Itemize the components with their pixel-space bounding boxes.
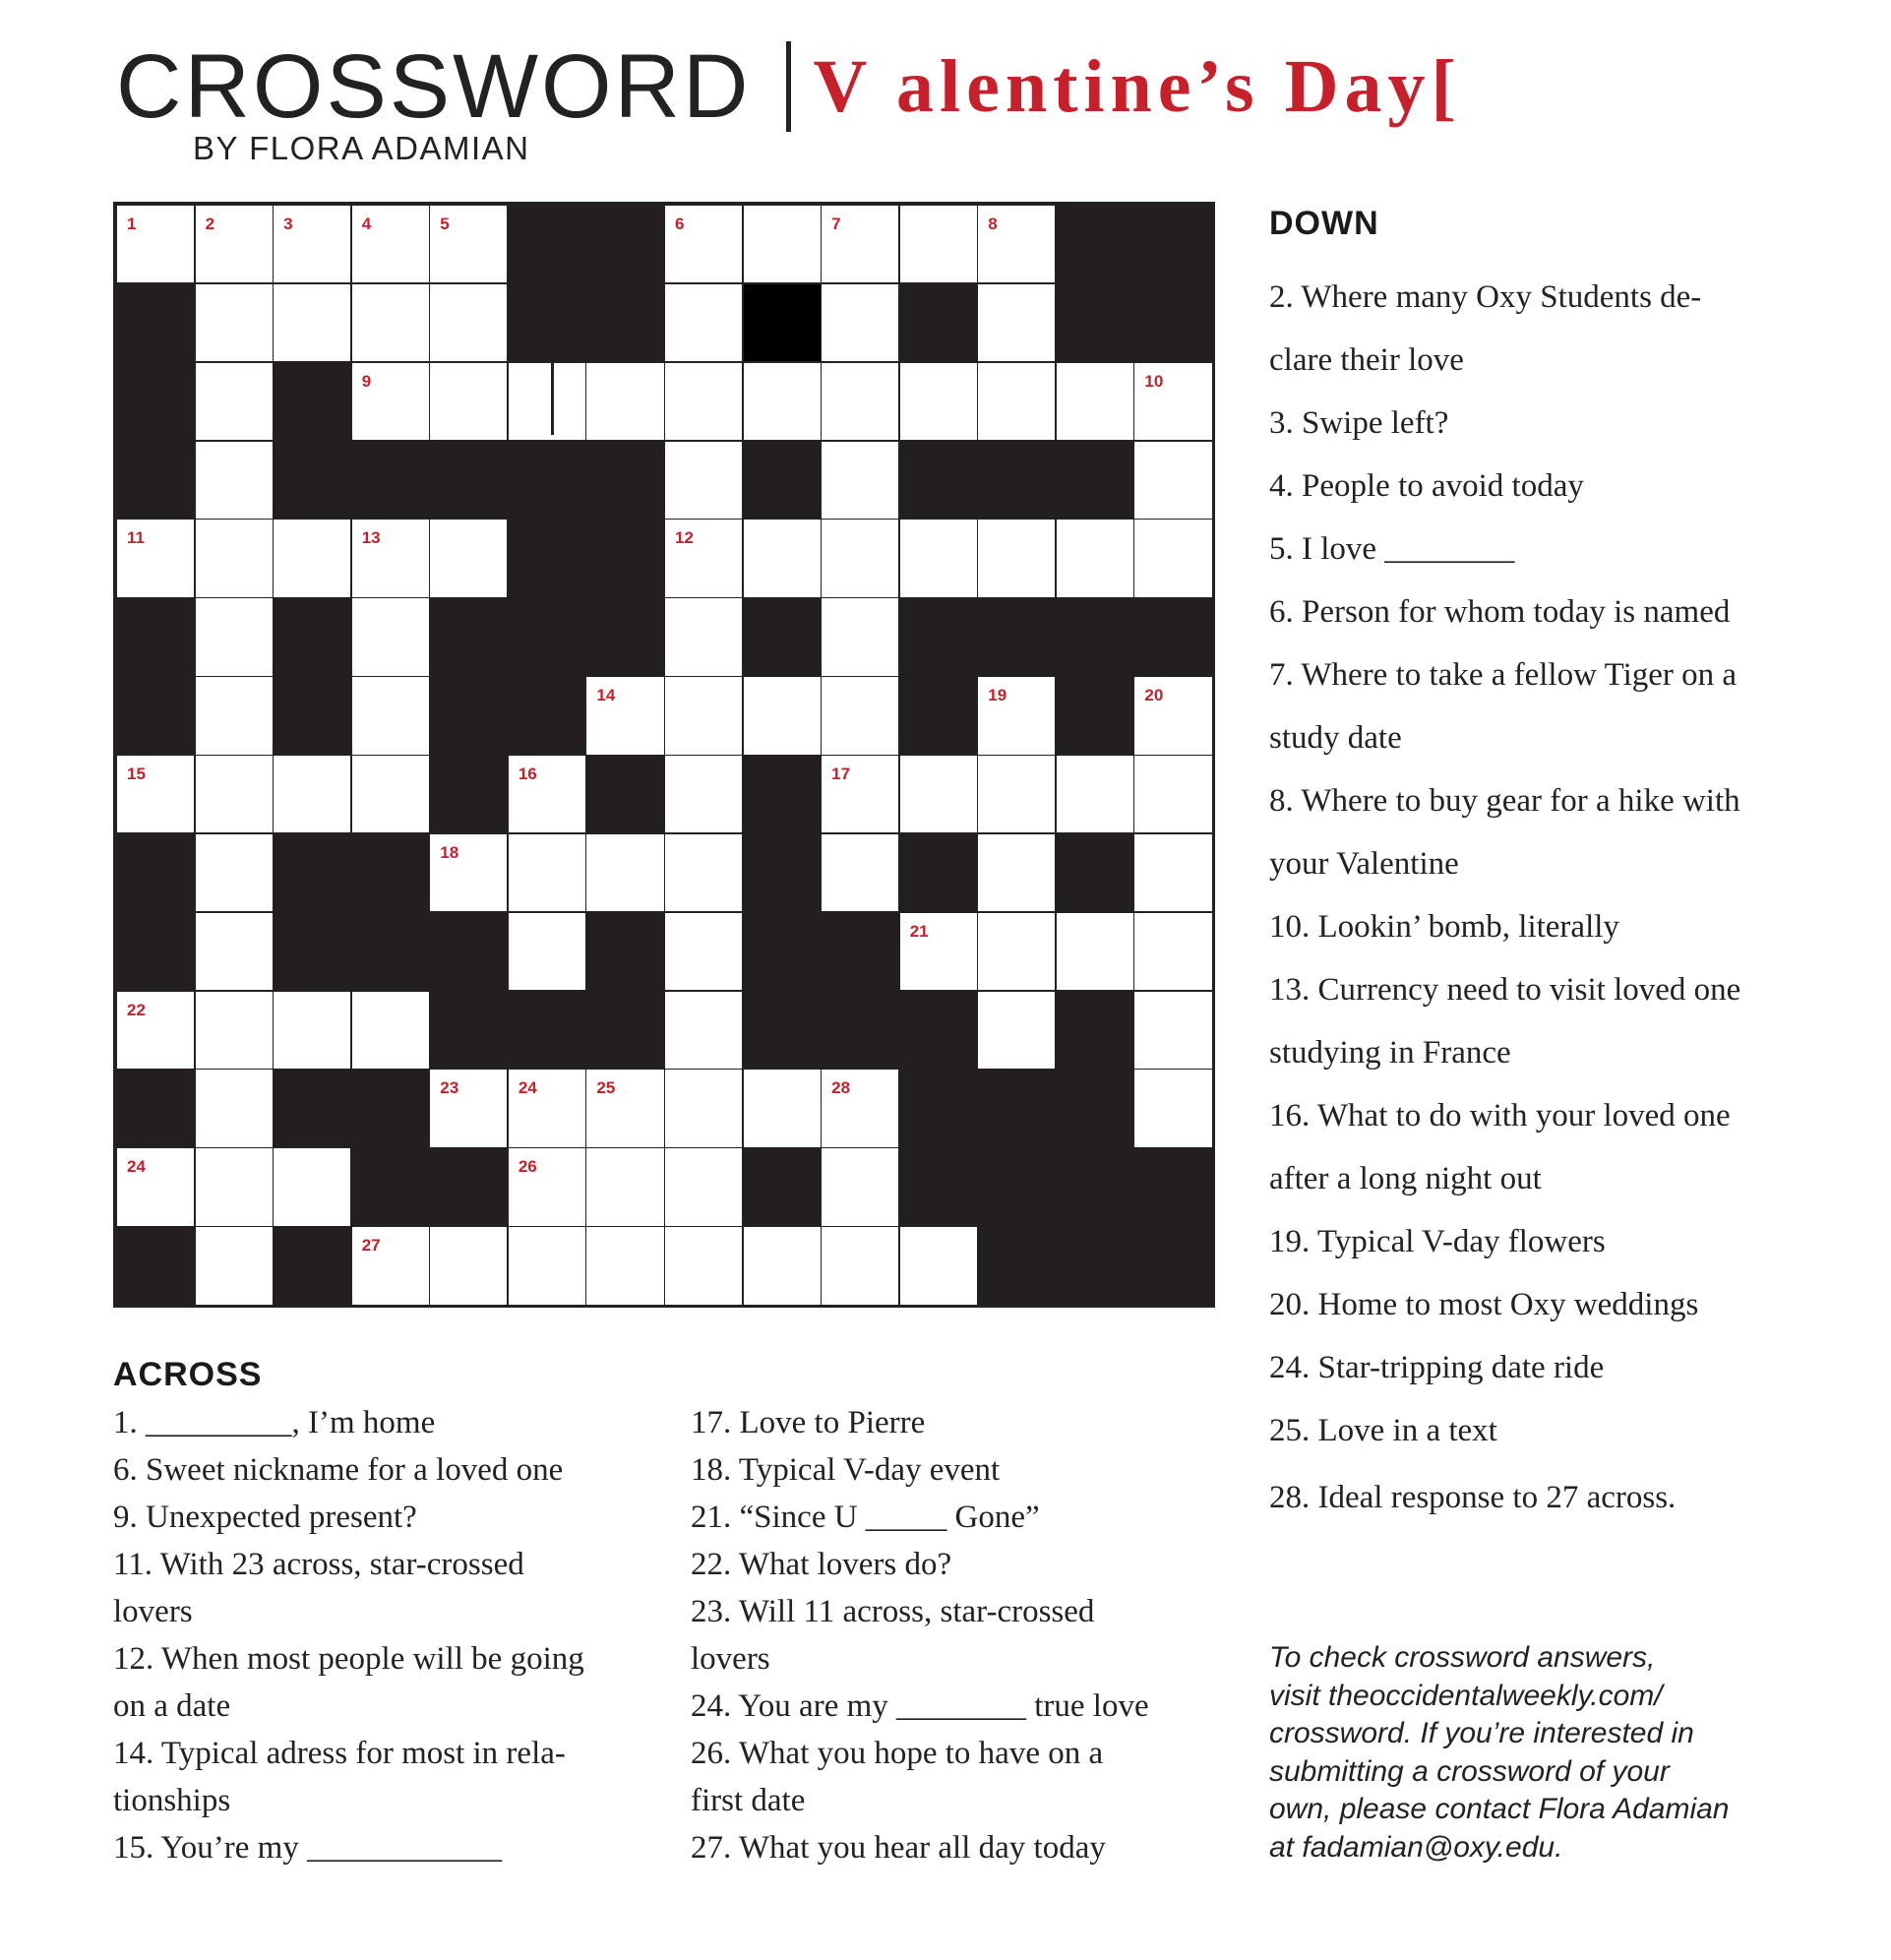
grid-cell-black	[743, 1147, 822, 1226]
clue-number: 8	[988, 214, 998, 233]
grid-cell-white[interactable]	[821, 833, 899, 912]
grid-cell-white[interactable]	[429, 362, 508, 441]
across-clue-line: 6. Sweet nickname for a loved one	[113, 1452, 564, 1488]
grid-cell-white[interactable]	[351, 1226, 430, 1305]
grid-cell-white[interactable]	[821, 1069, 899, 1147]
grid-cell-black	[977, 441, 1056, 520]
down-clue-line: 6. Person for whom today is named	[1269, 594, 1731, 630]
grid-cell-white[interactable]	[195, 519, 274, 597]
grid-cell-white[interactable]	[743, 362, 822, 441]
clue-number: 25	[596, 1078, 616, 1098]
grid-stray-line	[551, 360, 554, 435]
grid-cell-black	[351, 912, 430, 991]
clue-number: 21	[909, 921, 929, 941]
grid-cell-black	[1056, 676, 1134, 755]
grid-cell-white[interactable]	[508, 1069, 586, 1147]
grid-cell-white[interactable]	[508, 1226, 586, 1305]
down-clue-line: 7. Where to take a fellow Tiger on a	[1269, 657, 1738, 693]
grid-cell-black	[585, 597, 664, 676]
grid-cell-white[interactable]	[508, 833, 586, 912]
clue-number: 5	[440, 214, 450, 233]
grid-cell-white[interactable]	[585, 1226, 664, 1305]
grid-cell-black	[508, 597, 586, 676]
down-clue-line: 16. What to do with your loved one	[1269, 1098, 1731, 1133]
grid-cell-black	[585, 755, 664, 833]
grid-cell-black	[116, 833, 195, 912]
grid-cell-white[interactable]	[195, 676, 274, 755]
grid-cell-white[interactable]	[351, 283, 430, 362]
grid-cell-black	[899, 283, 978, 362]
across-clue-line: 18. Typical V-day event	[691, 1452, 1001, 1488]
grid-cell-white[interactable]	[273, 283, 351, 362]
grid-cell-white[interactable]	[664, 441, 743, 520]
clue-number: 14	[596, 686, 616, 705]
grid-cell-black	[429, 912, 508, 991]
grid-cell-white[interactable]	[508, 755, 586, 833]
grid-cell-white[interactable]	[195, 283, 274, 362]
grid-cell-white[interactable]	[508, 362, 586, 441]
grid-cell-black	[977, 1226, 1056, 1305]
down-clue-line: 3. Swipe left?	[1269, 405, 1449, 441]
grid-cell-white[interactable]	[899, 205, 978, 283]
grid-cell-white[interactable]	[351, 755, 430, 833]
grid-cell-white[interactable]	[743, 205, 822, 283]
clue-number: 24	[127, 1157, 146, 1177]
clue-number: 7	[831, 214, 841, 233]
down-clue-line: 4. People to avoid today	[1269, 468, 1584, 504]
grid-cell-black	[743, 833, 822, 912]
across-clue-line: 1. _________, I’m home	[113, 1405, 436, 1440]
down-clue-list	[1269, 266, 1820, 1529]
grid-cell-black	[116, 1069, 195, 1147]
grid-cell-white[interactable]	[664, 205, 743, 283]
across-clue-line: 24. You are my ________ true love	[691, 1688, 1149, 1724]
across-clue-line: 14. Typical adress for most in rela-	[113, 1736, 566, 1771]
grid-cell-black	[743, 991, 822, 1070]
grid-cell-white[interactable]	[664, 1147, 743, 1226]
grid-cell-white[interactable]	[743, 519, 822, 597]
clue-number: 16	[518, 765, 537, 783]
grid-cell-black	[273, 912, 351, 991]
grid-cell-white[interactable]	[195, 362, 274, 441]
grid-cell-black	[508, 283, 586, 362]
grid-cell-white[interactable]	[821, 1226, 899, 1305]
clue-number: 10	[1144, 371, 1164, 391]
grid-cell-white[interactable]	[664, 519, 743, 597]
grid-cell-black	[116, 441, 195, 520]
grid-cell-white[interactable]	[743, 1069, 822, 1147]
grid-cell-black	[1056, 283, 1134, 362]
grid-cell-black	[1056, 833, 1134, 912]
down-clue-line: 13. Currency need to visit loved one	[1269, 972, 1741, 1008]
grid-cell-white[interactable]	[585, 833, 664, 912]
grid-cell-black	[899, 833, 978, 912]
grid-cell-black	[273, 362, 351, 441]
grid-cell-white[interactable]	[1056, 519, 1134, 597]
clue-number: 6	[675, 214, 685, 233]
grid-cell-white[interactable]	[977, 283, 1056, 362]
grid-cell-white[interactable]	[664, 676, 743, 755]
grid-cell-white[interactable]	[1133, 519, 1212, 597]
grid-cell-white[interactable]	[821, 597, 899, 676]
note-line: submitting a crossword of your	[1269, 1754, 1670, 1788]
grid-cell-black	[116, 362, 195, 441]
grid-cell-white[interactable]	[821, 441, 899, 520]
grid-cell-white[interactable]	[821, 205, 899, 283]
grid-cell-white[interactable]	[508, 912, 586, 991]
grid-cell-black	[743, 597, 822, 676]
grid-cell-black	[1133, 597, 1212, 676]
grid-cell-black	[429, 597, 508, 676]
grid-cell-black	[116, 912, 195, 991]
grid-cell-black	[899, 597, 978, 676]
grid-cell-white[interactable]	[821, 519, 899, 597]
grid-cell-black	[1056, 991, 1134, 1070]
grid-cell-black	[351, 1069, 430, 1147]
grid-cell-white[interactable]	[664, 283, 743, 362]
grid-cell-black	[743, 912, 822, 991]
grid-cell-black	[508, 676, 586, 755]
clue-number: 9	[361, 371, 372, 391]
grid-cell-white[interactable]	[116, 755, 195, 833]
grid-cell-black	[743, 441, 822, 520]
grid-cell-black	[585, 441, 664, 520]
grid-cell-black	[899, 1147, 978, 1226]
grid-cell-black	[743, 755, 822, 833]
grid-cell-black	[1133, 283, 1212, 362]
grid-cell-white[interactable]	[429, 283, 508, 362]
down-clue-line: 2. Where many Oxy Students de-	[1269, 279, 1702, 315]
down-clue-line: studying in France	[1269, 1035, 1511, 1071]
down-clue-line: 28. Ideal response to 27 across.	[1269, 1480, 1677, 1515]
grid-cell-black	[821, 991, 899, 1070]
down-clue-line: clare their love	[1269, 342, 1464, 378]
grid-cell-white[interactable]	[429, 833, 508, 912]
grid-cell-black	[508, 205, 586, 283]
grid-cell-black	[116, 676, 195, 755]
note-line: at fadamian@oxy.edu.	[1269, 1830, 1563, 1864]
grid-cell-black	[1056, 205, 1134, 283]
across-clue-line: on a date	[113, 1688, 231, 1724]
grid-cell-white[interactable]	[821, 362, 899, 441]
grid-cell-white[interactable]	[273, 991, 351, 1070]
grid-cell-black	[977, 1069, 1056, 1147]
grid-cell-black	[821, 912, 899, 991]
grid-cell-white[interactable]	[821, 283, 899, 362]
byline: BY FLORA ADAMIAN	[193, 130, 530, 166]
grid-cell-white[interactable]	[351, 362, 430, 441]
grid-cell-white[interactable]	[664, 597, 743, 676]
grid-cell-white[interactable]	[116, 1147, 195, 1226]
grid-cell-white[interactable]	[195, 991, 274, 1070]
grid-cell-white[interactable]	[821, 676, 899, 755]
grid-cell-black	[1133, 1226, 1212, 1305]
grid-cell-white[interactable]	[195, 912, 274, 991]
grid-cell-white[interactable]	[195, 755, 274, 833]
grid-cell-black	[116, 283, 195, 362]
grid-cell-white[interactable]	[899, 755, 978, 833]
grid-cell-black	[977, 597, 1056, 676]
down-clue-line: 20. Home to most Oxy weddings	[1269, 1287, 1699, 1322]
grid-cell-white[interactable]	[351, 991, 430, 1070]
down-clue-line: 5. I love ________	[1269, 531, 1515, 567]
grid-cell-white[interactable]	[195, 1226, 274, 1305]
grid-cell-white[interactable]	[899, 1226, 978, 1305]
clue-number: 4	[361, 214, 372, 233]
grid-cell-white[interactable]	[1133, 1069, 1212, 1147]
grid-cell-white[interactable]	[664, 362, 743, 441]
grid-cell-white[interactable]	[899, 519, 978, 597]
grid-cell-white[interactable]	[429, 1069, 508, 1147]
grid-cell-white[interactable]	[977, 519, 1056, 597]
note-line: visit theoccidentalweekly.com/	[1269, 1679, 1663, 1712]
grid-cell-white[interactable]	[664, 912, 743, 991]
clue-number: 26	[518, 1157, 537, 1177]
clue-number: 17	[831, 765, 851, 783]
grid-cell-white[interactable]	[585, 1147, 664, 1226]
across-clue-line: lovers	[691, 1641, 770, 1677]
grid-cell-white[interactable]	[821, 1147, 899, 1226]
grid-cell-white[interactable]	[1056, 912, 1134, 991]
clue-number: 13	[361, 528, 381, 548]
across-clue-line: 9. Unexpected present?	[113, 1500, 417, 1535]
grid-cell-black	[351, 833, 430, 912]
grid-cell-white[interactable]	[585, 676, 664, 755]
grid-cell-black	[273, 833, 351, 912]
across-clue-line: first date	[691, 1783, 806, 1818]
grid-cell-black	[585, 991, 664, 1070]
clue-number: 28	[831, 1078, 851, 1098]
down-clue-line: 24. Star-tripping date ride	[1269, 1350, 1605, 1385]
grid-cell-black	[743, 283, 822, 362]
grid-cell-white[interactable]	[1133, 755, 1212, 833]
grid-cell-black	[508, 519, 586, 597]
clue-number: 11	[127, 528, 145, 548]
grid-cell-black	[585, 519, 664, 597]
grid-cell-black	[429, 676, 508, 755]
grid-cell-black	[273, 1069, 351, 1147]
grid-cell-white[interactable]	[977, 676, 1056, 755]
grid-cell-white[interactable]	[977, 755, 1056, 833]
grid-cell-black	[116, 597, 195, 676]
down-clue-line: 25. Love in a text	[1269, 1413, 1497, 1448]
grid-cell-black	[585, 205, 664, 283]
grid-cell-white[interactable]	[1133, 991, 1212, 1070]
across-clue-line: 17. Love to Pierre	[691, 1405, 926, 1440]
clue-number: 15	[127, 765, 146, 783]
down-clue-line: 10. Lookin’ bomb, literally	[1269, 909, 1619, 945]
down-clue-line: 19. Typical V-day flowers	[1269, 1224, 1606, 1259]
grid-cell-white[interactable]	[664, 1069, 743, 1147]
note-line: own, please contact Flora Adamian	[1269, 1793, 1730, 1825]
grid-cell-white[interactable]	[977, 912, 1056, 991]
grid-cell-white[interactable]	[195, 1147, 274, 1226]
title-crossword: CROSSWORD	[116, 35, 752, 137]
grid-cell-white[interactable]	[1133, 912, 1212, 991]
clue-number: 19	[988, 686, 1007, 705]
grid-cell-white[interactable]	[1056, 755, 1134, 833]
grid-cell-black	[273, 1226, 351, 1305]
grid-cell-white[interactable]	[977, 362, 1056, 441]
clue-number: 18	[440, 842, 459, 862]
page-title	[116, 28, 1462, 146]
grid-cell-white[interactable]	[743, 676, 822, 755]
grid-cell-black	[273, 597, 351, 676]
grid-cell-black	[899, 991, 978, 1070]
clue-number: 12	[675, 528, 694, 548]
grid-cell-white[interactable]	[977, 205, 1056, 283]
grid-cell-black	[899, 676, 978, 755]
grid-cell-white[interactable]	[273, 755, 351, 833]
clue-number: 1	[127, 214, 137, 233]
grid-cell-white[interactable]	[429, 519, 508, 597]
down-clue-line: 8. Where to buy gear for a hike with	[1269, 783, 1740, 819]
grid-cell-white[interactable]	[116, 519, 195, 597]
across-heading: ACROSS	[113, 1356, 263, 1393]
grid-cell-black	[351, 1147, 430, 1226]
note-line: crossword. If you’re interested in	[1269, 1717, 1694, 1749]
grid-cell-black	[273, 676, 351, 755]
grid-cell-black	[1056, 441, 1134, 520]
grid-cell-white[interactable]	[743, 1226, 822, 1305]
down-clue-line: study date	[1269, 720, 1402, 756]
grid-cell-white[interactable]	[351, 676, 430, 755]
across-clue-line: 23. Will 11 across, star-crossed	[691, 1594, 1095, 1629]
grid-cell-black	[429, 755, 508, 833]
clue-number: 23	[440, 1078, 459, 1098]
grid-cell-black	[351, 441, 430, 520]
across-clue-line: 12. When most people will be going	[113, 1641, 584, 1677]
grid-cell-white[interactable]	[585, 1069, 664, 1147]
grid-cell-white[interactable]	[1133, 441, 1212, 520]
grid-cell-white[interactable]	[351, 597, 430, 676]
across-clue-line: 26. What you hope to have on a	[691, 1736, 1104, 1771]
clue-number: 24	[518, 1078, 537, 1098]
grid-cell-white[interactable]	[664, 755, 743, 833]
across-clue-column-1	[113, 1399, 659, 1871]
grid-cell-black	[899, 441, 978, 520]
crossword-grid	[113, 202, 1215, 1308]
across-clue-line: tionships	[113, 1783, 231, 1818]
across-clue-line: 21. “Since U _____ Gone”	[691, 1500, 1040, 1535]
down-clue-line: after a long night out	[1269, 1161, 1542, 1196]
title-valentines-day: V alentine’s Day[	[813, 44, 1462, 128]
grid-cell-white[interactable]	[351, 205, 430, 283]
grid-cell-black	[429, 441, 508, 520]
title-separator	[786, 41, 791, 132]
grid-cell-white[interactable]	[899, 912, 978, 991]
grid-cell-black	[1056, 1226, 1134, 1305]
grid-cell-black	[1133, 1147, 1212, 1226]
clue-number: 3	[283, 214, 293, 233]
grid-cell-white[interactable]	[977, 991, 1056, 1070]
across-clue-line: 22. What lovers do?	[691, 1547, 952, 1582]
clue-number: 27	[361, 1236, 381, 1256]
grid-cell-black	[508, 441, 586, 520]
grid-cell-white[interactable]	[273, 205, 351, 283]
grid-cell-white[interactable]	[273, 519, 351, 597]
grid-cell-white[interactable]	[585, 362, 664, 441]
grid-cell-white[interactable]	[821, 755, 899, 833]
grid-cell-white[interactable]	[1133, 833, 1212, 912]
grid-cell-black	[116, 1226, 195, 1305]
grid-cell-black	[1056, 1147, 1134, 1226]
grid-cell-white[interactable]	[273, 1147, 351, 1226]
grid-cell-black	[1133, 205, 1212, 283]
note-line: To check crossword answers,	[1269, 1641, 1656, 1674]
grid-cell-white[interactable]	[429, 205, 508, 283]
grid-cell-white[interactable]	[664, 833, 743, 912]
grid-cell-white[interactable]	[1133, 362, 1212, 441]
across-clue-line: 15. You’re my ____________	[113, 1830, 503, 1866]
grid-cell-black	[585, 912, 664, 991]
grid-cell-black	[429, 991, 508, 1070]
grid-cell-white[interactable]	[508, 1147, 586, 1226]
clue-number: 2	[205, 214, 215, 233]
grid-cell-white[interactable]	[664, 991, 743, 1070]
grid-cell-black	[508, 991, 586, 1070]
across-clue-line: 11. With 23 across, star-crossed	[113, 1547, 524, 1582]
grid-cell-white[interactable]	[116, 205, 195, 283]
answers-note	[1269, 1639, 1820, 1867]
grid-cell-white[interactable]	[195, 1069, 274, 1147]
across-clue-line: 27. What you hear all day today	[691, 1830, 1106, 1866]
grid-cell-white[interactable]	[1056, 362, 1134, 441]
grid-cell-white[interactable]	[429, 1226, 508, 1305]
down-clue-line: your Valentine	[1269, 846, 1459, 882]
grid-cell-white[interactable]	[977, 833, 1056, 912]
grid-cell-black	[1056, 597, 1134, 676]
grid-cell-white[interactable]	[351, 519, 430, 597]
grid-cell-black	[899, 1069, 978, 1147]
clue-number: 22	[127, 1000, 146, 1019]
grid-cell-black	[977, 1147, 1056, 1226]
grid-cell-white[interactable]	[1133, 676, 1212, 755]
grid-cell-white[interactable]	[195, 597, 274, 676]
grid-cell-white[interactable]	[116, 991, 195, 1070]
grid-cell-black	[273, 441, 351, 520]
across-clue-column-2	[691, 1399, 1222, 1871]
grid-cell-white[interactable]	[195, 441, 274, 520]
grid-cell-black	[585, 283, 664, 362]
grid-cell-white[interactable]	[195, 833, 274, 912]
clue-number: 20	[1144, 686, 1164, 705]
grid-cell-white[interactable]	[195, 205, 274, 283]
down-heading: DOWN	[1269, 205, 1379, 242]
grid-cell-black	[429, 1147, 508, 1226]
grid-cell-white[interactable]	[664, 1226, 743, 1305]
grid-cell-black	[1056, 1069, 1134, 1147]
across-clue-line: lovers	[113, 1594, 193, 1629]
grid-cell-white[interactable]	[899, 362, 978, 441]
